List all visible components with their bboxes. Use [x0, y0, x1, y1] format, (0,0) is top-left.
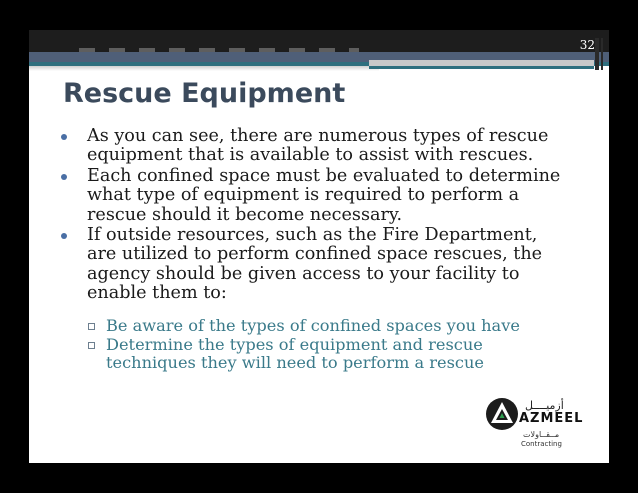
- bullet-item: [55, 167, 600, 225]
- azmeel-logo: [485, 397, 595, 453]
- bullet-line: As you can see, there are numerous types of rescue: [87, 126, 549, 146]
- header-shadow: [29, 66, 379, 71]
- sub-bullet-item: [86, 336, 586, 372]
- sub-bullet-list: [86, 317, 586, 373]
- header-accent-bar: [595, 38, 599, 70]
- bullet-dot-icon: [61, 233, 67, 239]
- bullet-dot-icon: [61, 174, 67, 180]
- sub-bullet-line: Be aware of the types of confined spaces you have: [106, 316, 520, 335]
- azmeel-emblem-icon: [485, 397, 519, 431]
- logo-arabic-sub: مــقــاولات: [523, 430, 560, 439]
- bullet-line: enable them to:: [87, 283, 227, 304]
- square-bullet-icon: [88, 342, 95, 349]
- bullet-dot-icon: [61, 134, 67, 140]
- header-accent-bar-thin: [601, 38, 603, 70]
- header-accent-teal: [369, 66, 594, 69]
- bullet-line: rescue should it become necessary.: [87, 204, 403, 225]
- sub-bullet-line: Determine the types of equipment and rescue: [106, 335, 483, 354]
- bullet-list: [55, 127, 600, 305]
- bullet-line: agency should be given access to your facility to: [87, 263, 520, 284]
- bullet-line: what type of equipment is required to perform a: [87, 185, 520, 206]
- bullet-item: [55, 127, 600, 166]
- bullet-line: are utilized to perform confined space rescues, the: [87, 244, 543, 265]
- slide: [29, 30, 609, 463]
- bullet-line: If outside resources, such as the Fire Department,: [87, 225, 538, 246]
- logo-arabic-name: أزميــــل: [525, 399, 564, 412]
- page-number: 32: [579, 38, 595, 52]
- sub-bullet-item: [86, 317, 586, 335]
- bullet-line: Each confined space must be evaluated to determine: [87, 165, 561, 186]
- header-band-dark: [29, 30, 609, 52]
- square-bullet-icon: [88, 323, 95, 330]
- bullet-line: equipment that is available to assist with rescues.: [87, 145, 534, 166]
- logo-sub: Contracting: [521, 440, 562, 448]
- logo-name: AZMEEL: [519, 411, 584, 426]
- sub-bullet-line: techniques they will need to perform a rescue: [106, 353, 484, 372]
- slide-title: Rescue Equipment: [63, 78, 346, 109]
- bullet-item: [55, 226, 600, 304]
